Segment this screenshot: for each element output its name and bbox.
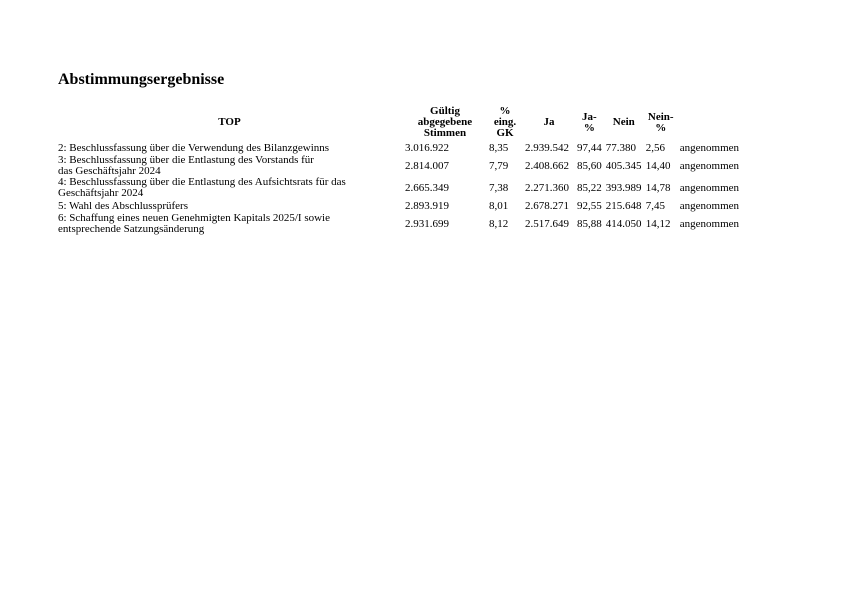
- cell-top-line: Geschäftsjahr 2024: [58, 187, 144, 199]
- cell-top-line: 2: Beschlussfassung über die Verwendung des Bilanzgewinns: [58, 141, 330, 154]
- cell-no: 393.989: [605, 181, 642, 194]
- cell-yes-percent: 85,60: [577, 159, 602, 172]
- table-header-row: [56, 106, 758, 141]
- header-yes-percent-line: Ja-: [582, 110, 597, 123]
- header-yes-percent: [575, 106, 604, 141]
- table-row: [56, 177, 758, 199]
- cell-top: [56, 141, 403, 155]
- cell-result: angenommen: [679, 199, 740, 212]
- cell-top-line: 4: Beschlussfassung über die Entlastung des Aufsichtsrats für das: [58, 176, 346, 188]
- cell-top-line: 6: Schaffung eines neuen Genehmigten Kapitals 2025/I sowie: [58, 212, 330, 224]
- header-result: [678, 106, 758, 141]
- cell-no-percent: 14,40: [645, 159, 671, 172]
- cell-no-percent: 14,78: [645, 181, 671, 194]
- voting-results-table: [56, 106, 758, 235]
- cell-yes: 2.939.542: [525, 141, 569, 154]
- cell-yes-percent: 97,44: [577, 141, 602, 154]
- cell-no-percent: 2,56: [645, 141, 665, 154]
- cell-no: 215.648: [605, 199, 642, 212]
- cell-top-line: das Geschäftsjahr 2024: [58, 165, 161, 177]
- cell-percent-capital: 7,38: [489, 181, 509, 194]
- header-valid-votes-line: Stimmen: [423, 127, 467, 139]
- cell-yes: 2.408.662: [525, 159, 569, 172]
- cell-valid-votes: 2.814.007: [405, 159, 449, 172]
- cell-top-line: 3: Beschlussfassung über die Entlastung des Vorstands für: [58, 154, 314, 166]
- header-percent-capital-line: %: [499, 105, 511, 117]
- header-valid-votes-line: abgegebene: [417, 116, 473, 128]
- cell-yes: 2.271.360: [525, 181, 569, 194]
- cell-top-line: entsprechende Satzungsänderung: [58, 223, 205, 235]
- cell-top: [56, 155, 403, 177]
- header-no-percent: [644, 106, 678, 141]
- header-no-percent-line: Nein-: [647, 110, 674, 123]
- cell-valid-votes: 2.665.349: [405, 181, 449, 194]
- header-top: TOP: [218, 116, 241, 128]
- table-row: [56, 141, 758, 155]
- cell-no: 414.050: [605, 217, 642, 230]
- header-yes-percent-line: %: [583, 121, 595, 134]
- page-title: Abstimmungsergebnisse: [58, 71, 225, 88]
- cell-valid-votes: 2.893.919: [405, 199, 449, 212]
- cell-no: 405.345: [605, 159, 642, 172]
- cell-percent-capital: 7,79: [489, 159, 509, 172]
- cell-percent-capital: 8,35: [489, 141, 509, 154]
- cell-result: angenommen: [679, 141, 740, 154]
- cell-yes-percent: 85,88: [577, 217, 602, 230]
- header-valid-votes: [403, 106, 487, 141]
- cell-no-percent: 14,12: [645, 217, 671, 230]
- cell-yes: 2.678.271: [525, 199, 569, 212]
- cell-top-line: 5: Wahl des Abschlussprüfers: [58, 199, 188, 212]
- header-percent-capital-line: eing.: [493, 116, 517, 128]
- table-row: [56, 199, 758, 213]
- cell-yes: 2.517.649: [525, 217, 569, 230]
- cell-no: 77.380: [605, 141, 636, 154]
- cell-top: [56, 177, 403, 199]
- table-row: [56, 155, 758, 177]
- cell-result: angenommen: [679, 159, 740, 172]
- table-row: [56, 213, 758, 235]
- cell-percent-capital: 8,01: [489, 199, 509, 212]
- cell-yes-percent: 92,55: [577, 199, 602, 212]
- cell-result: angenommen: [679, 181, 740, 194]
- cell-result: angenommen: [679, 217, 740, 230]
- header-no-percent-line: %: [655, 121, 667, 134]
- cell-no-percent: 7,45: [645, 199, 665, 212]
- cell-valid-votes: 3.016.922: [405, 141, 449, 154]
- cell-top: [56, 199, 403, 213]
- cell-yes-percent: 85,22: [577, 181, 602, 194]
- header-no: Nein: [612, 116, 635, 128]
- cell-top: [56, 213, 403, 235]
- cell-percent-capital: 8,12: [489, 217, 509, 230]
- header-percent-capital: [487, 106, 523, 141]
- header-valid-votes-line: Gültig: [430, 105, 460, 117]
- header-yes: Ja: [543, 116, 555, 128]
- header-percent-capital-line: GK: [496, 127, 514, 139]
- cell-valid-votes: 2.931.699: [405, 217, 449, 230]
